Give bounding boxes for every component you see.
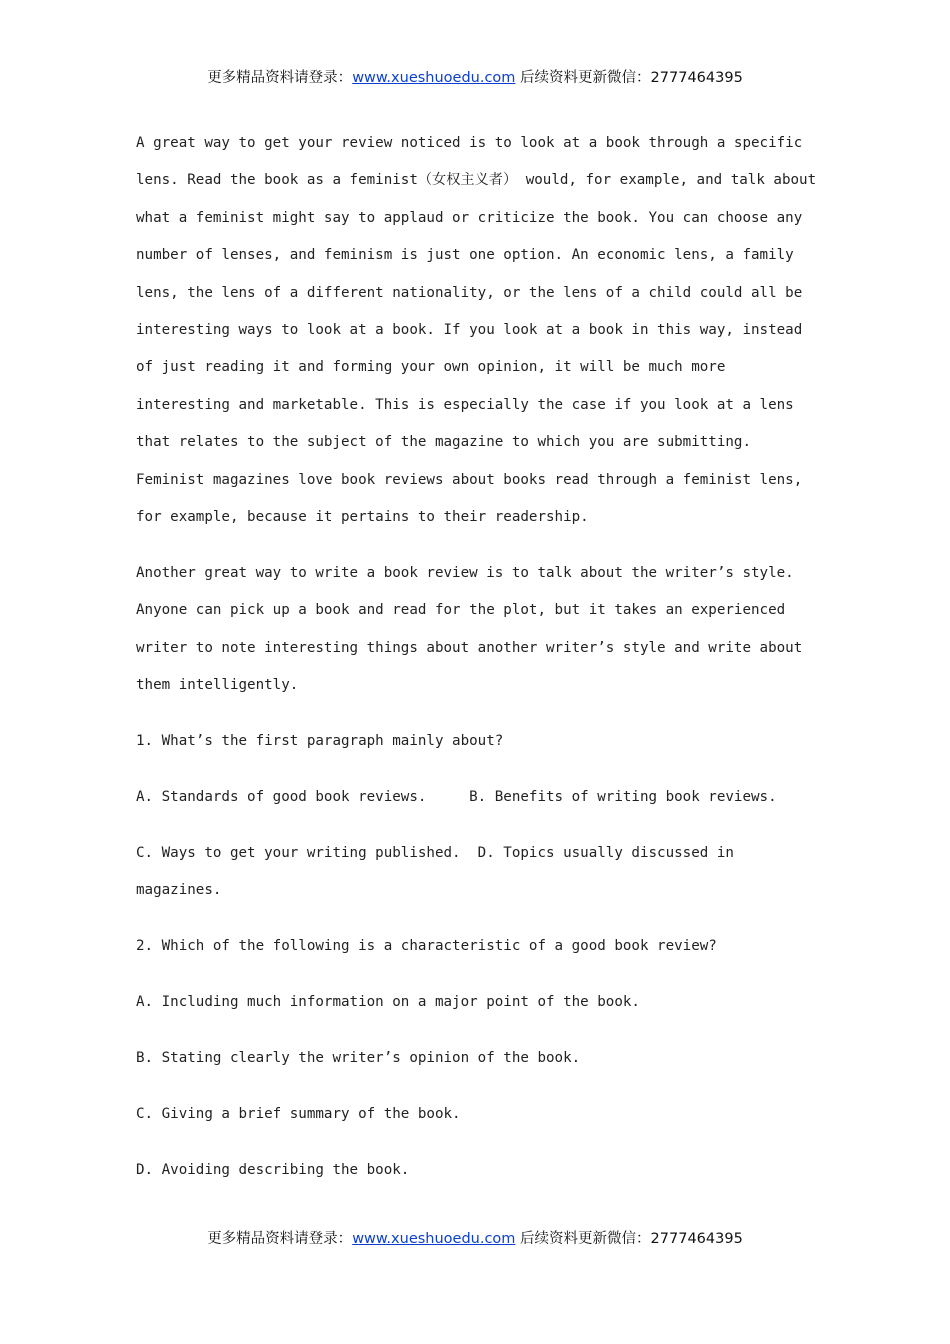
text-line: Anyone can pick up a book and read for the plot, but it takes an experienced [136, 602, 786, 619]
question-text: 2. Which of the following is a characteristic of a good book review? [136, 938, 717, 955]
header-prefix: 更多精品资料请登录： [207, 70, 353, 86]
question-2-option-d [136, 1152, 826, 1189]
text-line: that relates to the subject of the magazine to which you are submitting. [136, 434, 751, 451]
text-line: lens, the lens of a different nationality, or the lens of a child could all be [136, 284, 803, 301]
question-2-option-b [136, 1040, 826, 1077]
footer-suffix: 后续资料更新微信：2777464395 [515, 1231, 743, 1247]
text-line: Another great way to write a book review is to talk about the writer’s style. [136, 564, 794, 581]
question-2-stem [136, 928, 826, 965]
question-2-option-c [136, 1096, 826, 1133]
text-line: Feminist magazines love book reviews about books read through a feminist lens, [136, 471, 803, 488]
question-1-stem [136, 723, 826, 760]
question-text: 1. What’s the first paragraph mainly about? [136, 733, 504, 750]
text-line: them intelligently. [136, 677, 299, 694]
option-line: A. Standards of good book reviews. B. Benefits of writing book reviews. [136, 789, 777, 805]
paragraph-1 [136, 125, 826, 536]
option-line: C. Ways to get your writing published. D. Topics usually discussed in [136, 844, 734, 861]
option-line: A. Including much information on a major point of the book. [136, 994, 640, 1011]
question-1-options-cd [136, 835, 826, 910]
text-line: interesting and marketable. This is especially the case if you look at a lens [136, 396, 794, 413]
paragraph-2 [136, 555, 826, 705]
footer-banner [0, 1227, 950, 1248]
text-line: lens. Read the book as a feminist（女权主义者） would, for example, and talk about [136, 172, 817, 189]
option-line: magazines. [136, 882, 222, 899]
option-line: B. Stating clearly the writer’s opinion of the book. [136, 1050, 581, 1067]
text-line: number of lenses, and feminism is just one option. An economic lens, a family [136, 247, 794, 264]
text-line: what a feminist might say to applaud or criticize the book. You can choose any [136, 209, 803, 226]
question-2-option-a [136, 984, 826, 1021]
text-line: writer to note interesting things about another writer’s style and write about [136, 639, 803, 656]
text-line: for example, because it pertains to their readership. [136, 509, 589, 526]
text-line: of just reading it and forming your own opinion, it will be much more [136, 359, 726, 376]
header-link[interactable]: www.xueshuoedu.com [352, 70, 516, 86]
footer-prefix: 更多精品资料请登录： [207, 1231, 353, 1247]
footer-link[interactable]: www.xueshuoedu.com [352, 1231, 516, 1247]
option-line: C. Giving a brief summary of the book. [136, 1105, 461, 1122]
text-line: A great way to get your review noticed is to look at a book through a specific [136, 135, 803, 151]
document-body [136, 125, 826, 1208]
text-line: interesting ways to look at a book. If you look at a book in this way, instead [136, 322, 803, 339]
header-banner [0, 66, 950, 87]
option-line: D. Avoiding describing the book. [136, 1161, 410, 1178]
question-1-options-ab [136, 779, 826, 816]
header-suffix: 后续资料更新微信：2777464395 [515, 70, 743, 86]
